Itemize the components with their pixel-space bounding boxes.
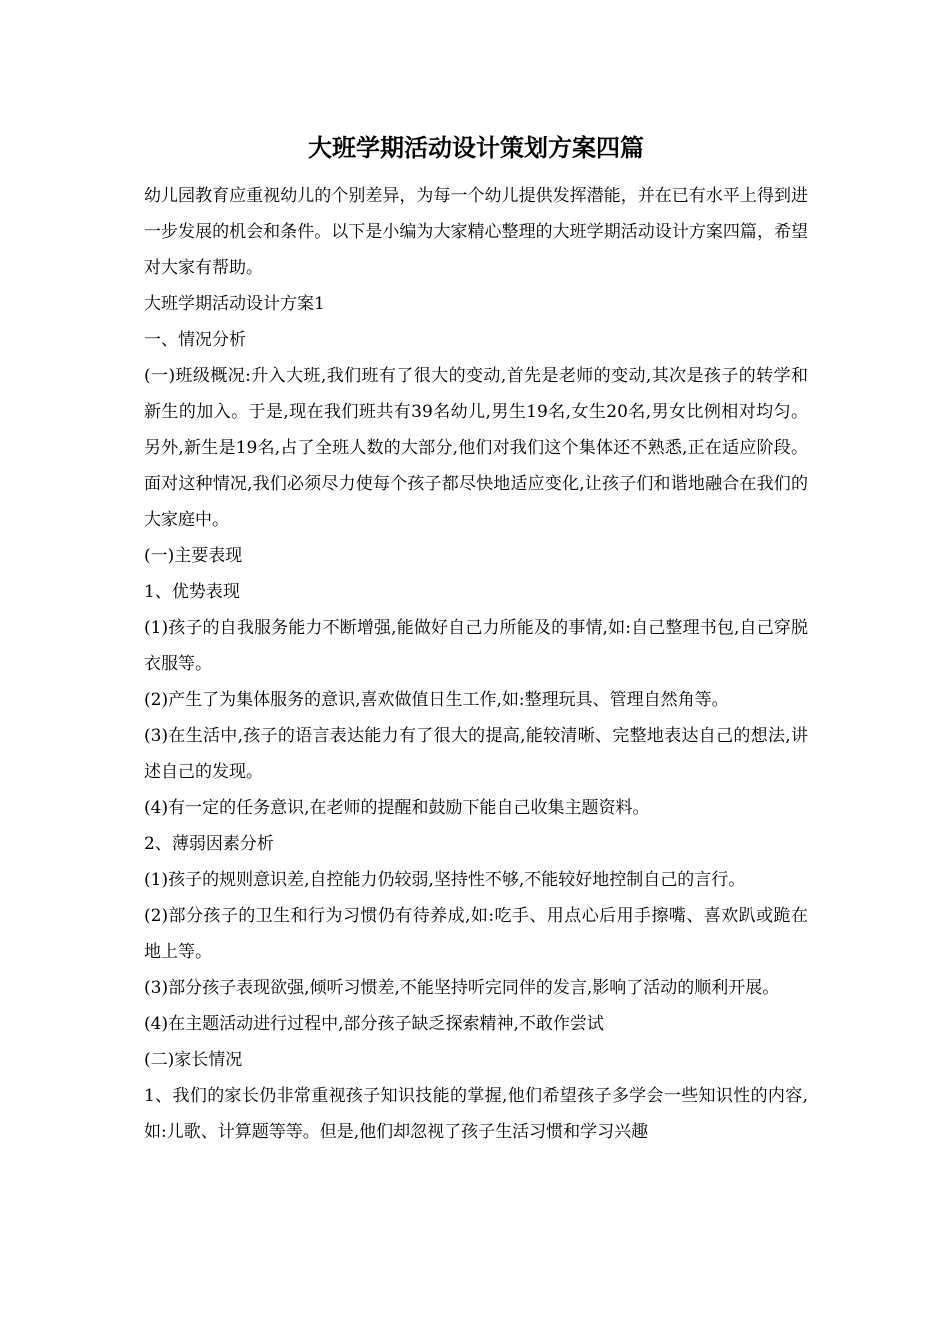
document-title: 大班学期活动设计策划方案四篇 — [308, 133, 644, 162]
paragraph: (4)有一定的任务意识,在老师的提醒和鼓励下能自己收集主题资料。 — [144, 798, 650, 818]
paragraph: 一、情况分析 — [144, 330, 246, 350]
paragraph: (2)部分孩子的卫生和行为习惯仍有待养成,如:吃手、用点心后用手擦嘴、喜欢趴或跪在地上等。 — [144, 906, 808, 962]
paragraph: 1、优势表现 — [144, 582, 240, 602]
paragraph: 2、薄弱因素分析 — [144, 834, 274, 854]
paragraph: (1)孩子的规则意识差,自控能力仍较弱,坚持性不够,不能较好地控制自己的言行。 — [144, 870, 746, 890]
paragraph: 大班学期活动设计方案1 — [144, 294, 325, 314]
paragraph: (一)班级概况:升入大班,我们班有了很大的变动,首先是老师的变动,其次是孩子的转学和新生的加入。于是,现在我们班共有39名幼儿,男生19名,女生20名,男女比例相对均匀。另外,新生是19名,占了全班人数的大部分,他们对我们这个集体还不熟悉,正在适应阶段。面对这种情况,我们必须尽力使每个孩子都尽快地适应变化,让孩子们和谐地融合在我们的大家庭中。 — [144, 366, 808, 530]
paragraph: (一)主要表现 — [144, 546, 243, 566]
paragraph: (4)在主题活动进行过程中,部分孩子缺乏探索精神,不敢作尝试 — [144, 1014, 604, 1034]
paragraph: 1、我们的家长仍非常重视孩子知识技能的掌握,他们希望孩子多学会一些知识性的内容,如:儿歌、计算题等等。但是,他们却忽视了孩子生活习惯和学习兴趣 — [144, 1086, 808, 1142]
paragraph: (3)部分孩子表现欲强,倾听习惯差,不能坚持听完同伴的发言,影响了活动的顺利开展。 — [144, 978, 780, 998]
paragraph: (3)在生活中,孩子的语言表达能力有了很大的提高,能较清晰、完整地表达自己的想法,讲述自己的发现。 — [144, 726, 808, 782]
paragraph: (2)产生了为集体服务的意识,喜欢做值日生工作,如:整理玩具、管理自然角等。 — [144, 690, 729, 710]
document-page — [144, 120, 808, 1150]
paragraph: (二)家长情况 — [144, 1050, 243, 1070]
intro-paragraph: 幼儿园教育应重视幼儿的个别差异，为每一个幼儿提供发挥潜能，并在已有水平上得到进一步发展的机会和条件。以下是小编为大家精心整理的大班学期活动设计方案四篇，希望对大家有帮助。 — [144, 186, 808, 278]
paragraph: (1)孩子的自我服务能力不断增强,能做好自己力所能及的事情,如:自己整理书包,自己穿脱衣服等。 — [144, 618, 808, 674]
